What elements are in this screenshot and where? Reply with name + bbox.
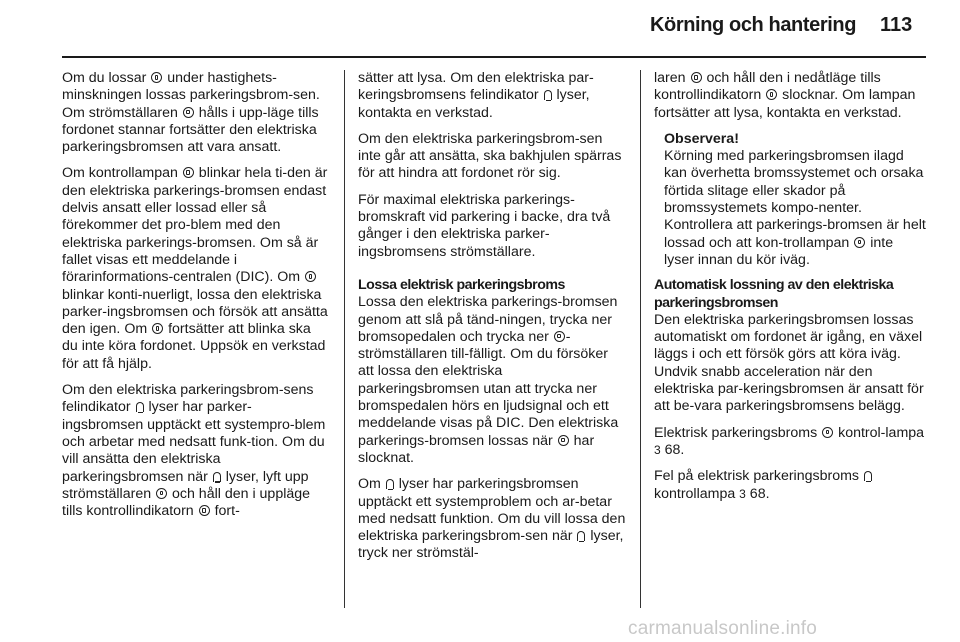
paragraph: Elektrisk parkeringsbroms kontrol-lampa 3 68. <box>654 424 925 458</box>
column-divider <box>344 70 345 608</box>
paragraph: Lossa den elektriska parkerings-bromsen genom att slå på tänd-ningen, trycka ner bromsopedalen och trycka ner -strömställaren till-fälligt. Om du försöker att lossa den elektriska parkeringsbromsen utan att trycka ner bromspedalen hörs en ljudsignal och ett meddelande visas på DIC. Den elektriska parkerings-bromsen lossas när har slocknat. <box>358 294 619 466</box>
paragraph: Den elektriska parkeringsbromsen lossas automatiskt om fordonet är igång, en växel läggs i och ett försök görs att köra iväg. Undvik snabb acceleration när den elektriska par-keringsbromsen är ansatt för att be-vara parkeringsbromsens belägg. <box>654 311 924 415</box>
page-reference-arrow[interactable]: 3 <box>654 442 661 457</box>
brake-fault-lamp-icon <box>386 479 394 489</box>
parking-brake-icon <box>766 89 777 100</box>
column-3 <box>654 70 926 512</box>
brake-fault-lamp-icon <box>864 471 872 481</box>
column-divider <box>640 70 641 608</box>
paragraph: Om du lossar under hastighets-minskningen lossas parkeringsbrom-sen. Om strömställaren hålls i upp-läge tills fordonet stannar fortsätter den elektriska parkeringsbromsen att vara ansatt. <box>62 70 320 156</box>
parking-brake-icon <box>691 72 702 83</box>
parking-brake-icon <box>183 167 194 178</box>
column-1 <box>62 70 330 529</box>
parking-brake-icon <box>152 323 163 334</box>
brake-fault-lamp-icon <box>544 90 552 100</box>
brake-fault-lamp-icon <box>136 402 144 412</box>
brake-fault-lamp-icon <box>577 531 585 541</box>
parking-brake-icon <box>558 435 569 446</box>
parking-brake-icon <box>183 107 194 118</box>
paragraph: laren och håll den i nedåtläge tills kontrollindikatorn slocknar. Om lampan fortsätter att lysa, kontakta en verkstad. <box>654 70 916 121</box>
parking-brake-icon <box>151 72 162 83</box>
parking-brake-icon <box>199 505 210 516</box>
parking-brake-icon <box>156 488 167 499</box>
parking-brake-icon <box>554 331 565 342</box>
watermark: carmanualsonline.info <box>628 618 818 639</box>
page-reference-arrow[interactable]: 3 <box>739 486 746 501</box>
header-divider <box>62 56 926 58</box>
brake-fault-lamp-icon <box>213 472 221 482</box>
paragraph: Om kontrollampan blinkar hela ti-den är den elektriska parkerings-bromsen endast delvis ansatt eller lossad eller så förekommer det pro-blem med den elektriska parkerings-bromsen. Om så är fallet visas ett meddelande i förarinformations-centralen (DIC). Om blinkar konti-nuerligt, lossa den elektriska parker-ingsbromsen och försök att ansätta den igen. Om fortsätter att blinka ska du inte köra fordonet. Uppsök en verkstad för att få hjälp. <box>62 165 328 372</box>
page-header <box>0 0 960 58</box>
paragraph: För maximal elektriska parkerings-bromskraft vid parkering i backe, dra två gånger i den elektriska parker-ingsbromsens strömställare. <box>358 191 611 260</box>
paragraph: Om den elektriska parkeringsbrom-sens felindikator lyser har parker-ingsbromsen upptäckt ett systempro-blem och arbetar med nedsatt funk-tion. Om du vill ansätta den elektriska parkeringsbromsen när lyser, lyft upp strömställaren och håll den i uppläge tills kontrollindikatorn fort- <box>62 382 326 520</box>
column-2 <box>358 70 626 572</box>
header-title: Körning och hantering <box>650 14 857 36</box>
parking-brake-icon <box>822 427 833 438</box>
paragraph: sätter att lysa. Om den elektriska par-keringsbromsens felindikator lyser, kontakta en verkstad. <box>358 70 594 121</box>
note-title: Observera! <box>664 130 739 147</box>
paragraph: Om den elektriska parkeringsbrom-sen inte går att ansätta, ska bakhjulen spärras för att hindra att fordonet rör sig. <box>358 130 622 182</box>
note-box: Observera! Körning med parkeringsbromsen ilagd kan överhetta bromssystemet och orsaka förtida slitage eller skador på bromssystemets kompo-nenter. Kontrollera att parkerings-bromsen är helt lossad och att kon-trollampan inte lyser innan du kör iväg. <box>664 130 926 268</box>
section-heading: Lossa elektrisk parkeringsbroms <box>358 276 565 293</box>
parking-brake-icon <box>854 237 865 248</box>
section-heading: Automatisk lossning av den elektriska parkeringsbromsen <box>654 277 894 311</box>
page-number: 113 <box>880 14 913 36</box>
parking-brake-icon <box>305 271 316 282</box>
paragraph: Om lyser har parkeringsbromsen upptäckt ett systemproblem och ar-betar med nedsatt funktion. Om du vill lossa den elektriska parkeringsbrom-sen när lyser, tryck ner strömstäl- <box>358 476 626 562</box>
paragraph: Fel på elektrisk parkeringsbroms kontrollampa 3 68. <box>654 468 926 503</box>
